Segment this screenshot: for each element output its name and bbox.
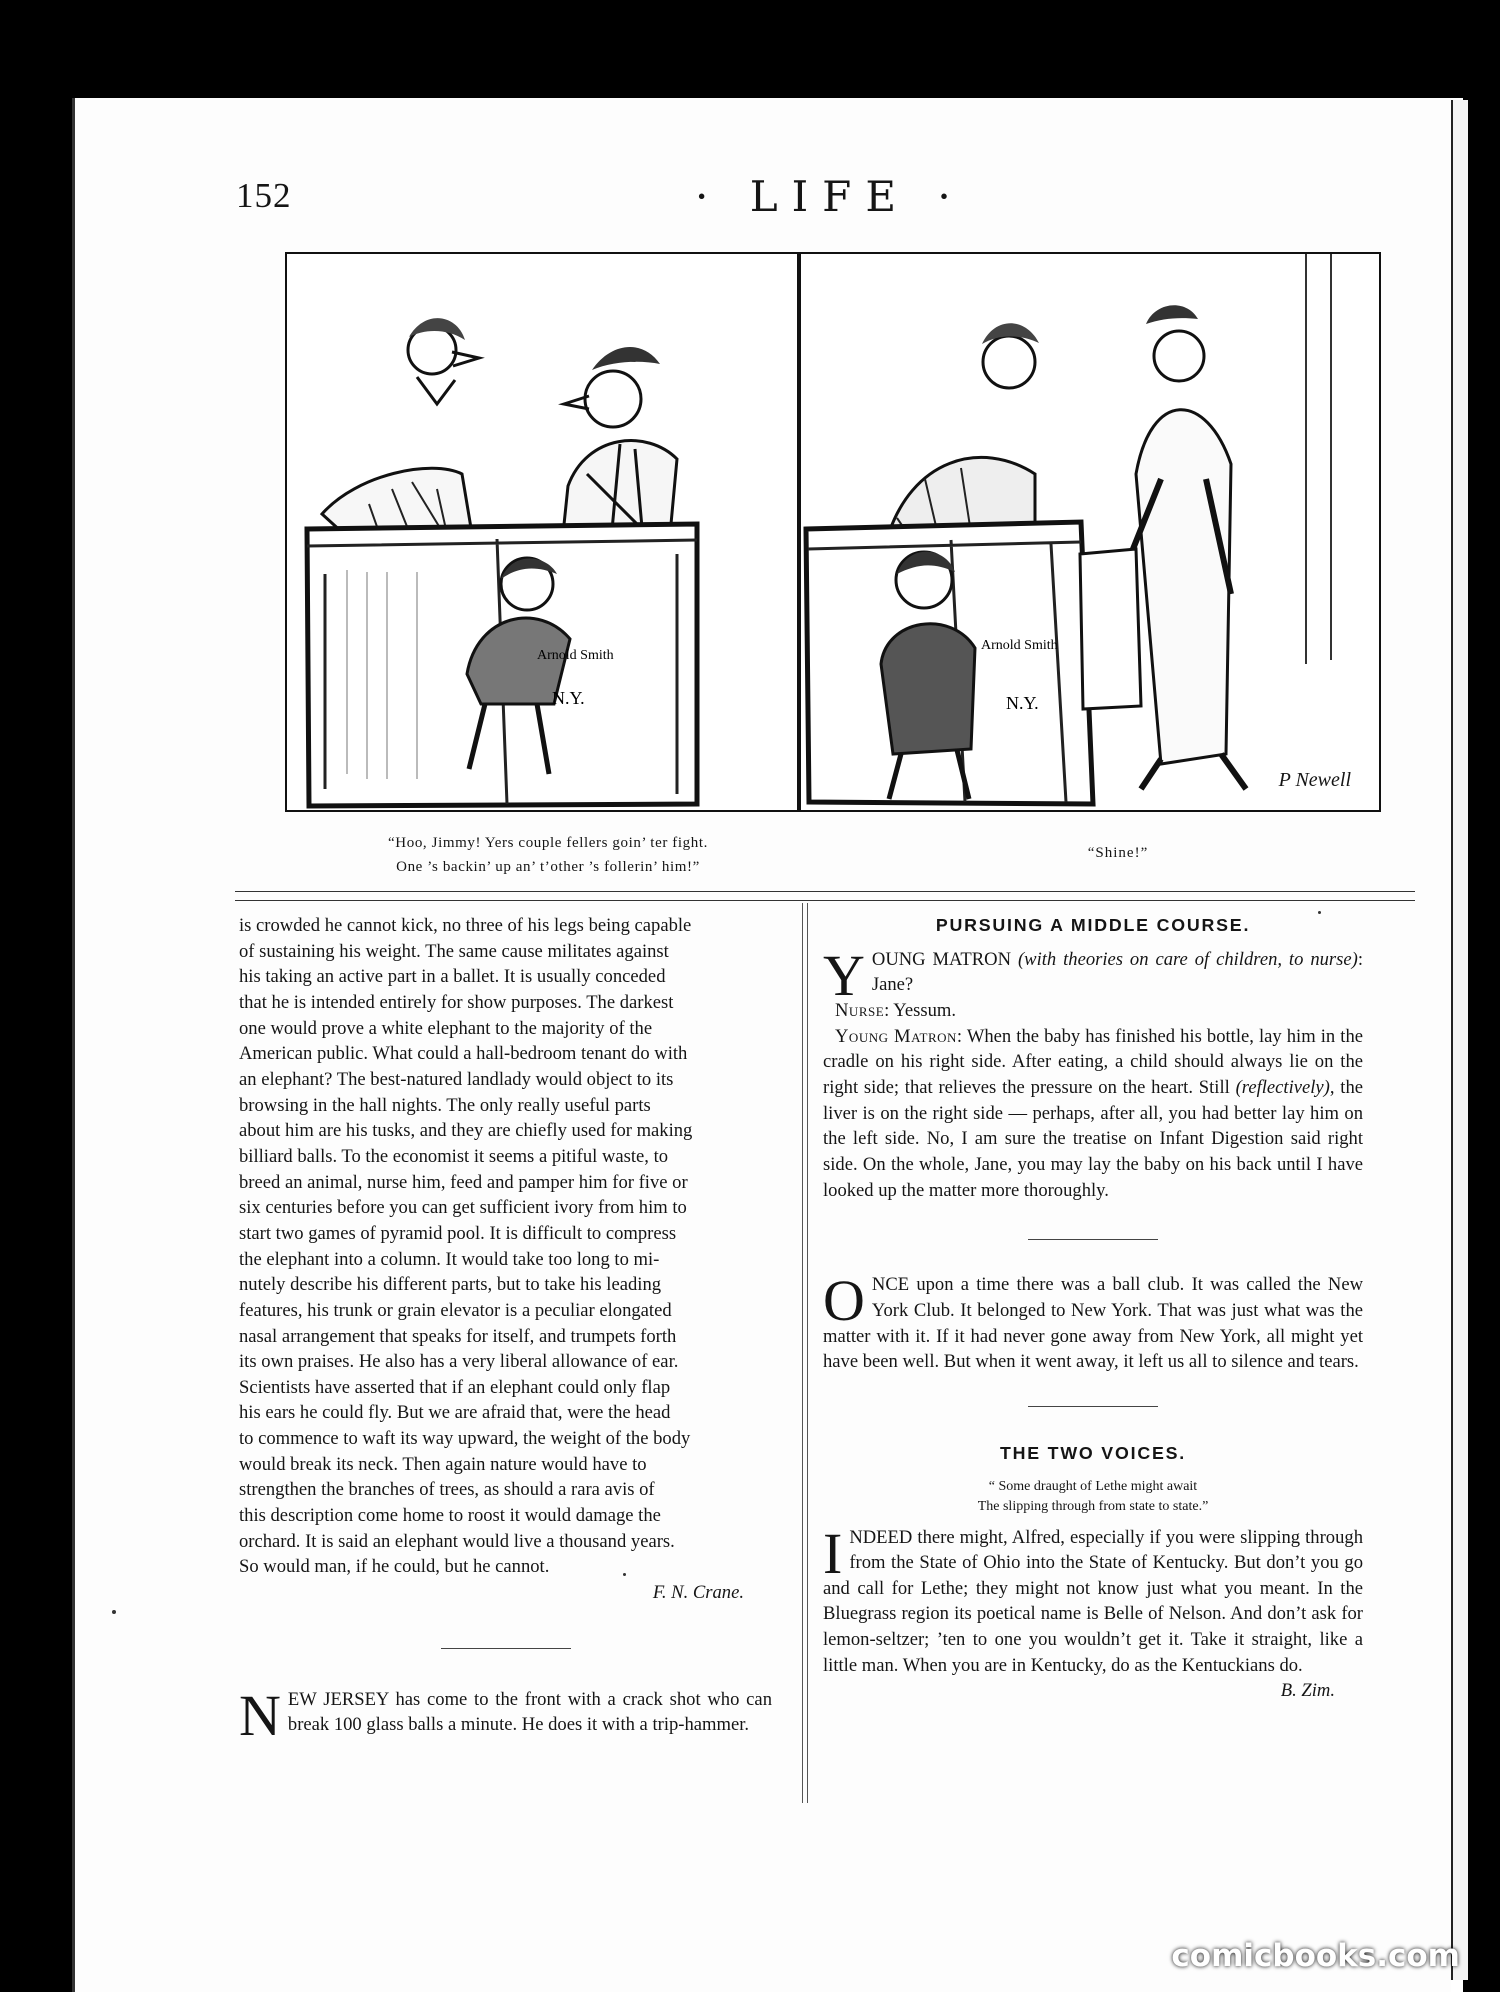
page-number: 152 bbox=[236, 176, 292, 215]
new-jersey-dropcap: N bbox=[239, 1682, 281, 1748]
elephant-line-22: would break its neck. Then again nature would have to bbox=[239, 1453, 647, 1475]
middle-course-opening bbox=[823, 942, 1364, 1008]
young-matron-first-line: : Jane? bbox=[871, 948, 1364, 996]
two-voices-author: B. Zim. bbox=[1280, 1680, 1335, 1702]
elephant-line-24: this description come home to roost it would damage the bbox=[239, 1505, 661, 1527]
young-matron-speech bbox=[823, 1024, 1363, 1204]
right-cartoon-caption: “Shine!” bbox=[1087, 845, 1149, 861]
elephant-line-18: its own praises. He also has a very liberal allowance of ear. bbox=[239, 1351, 679, 1373]
two-panel-cartoon bbox=[285, 252, 1381, 812]
right-column bbox=[823, 913, 1363, 1704]
caption-separator-rule bbox=[235, 891, 1415, 901]
left-cartoon-caption bbox=[288, 831, 808, 879]
young-matron-direction: (with theories on care of children, to nurse) bbox=[1017, 948, 1358, 970]
two-voices-epigraph bbox=[823, 1477, 1363, 1517]
cartoon-panel-fight bbox=[287, 254, 801, 810]
elephant-line-08: browsing in the hall nights. The only really useful parts bbox=[239, 1094, 651, 1116]
cartoon-panel-shine bbox=[801, 254, 1379, 810]
left-caption-line-1: “Hoo, Jimmy! Yers couple fellers goin’ ter fight. bbox=[388, 835, 708, 851]
middle-course-heading: PURSUING A MIDDLE COURSE. bbox=[935, 915, 1251, 935]
two-voices-text: NDEED there might, Alfred, especially if you were slipping through from the State of Ohio into the State of Kentucky. But don’t you go and call for Lethe; they might not know just what you meant. In the Bluegrass region its poetical name is Belle of Nelson. And don’t ask for lemon-seltzer; ’ten to one you wouldn’t get it. Take it straight, like a little man. When you are in Kentucky, do as the Kentuckians do. bbox=[823, 1526, 1363, 1676]
elephant-line-07: an elephant? The best-natured landlady would object to its bbox=[239, 1068, 674, 1090]
scan-speck bbox=[1318, 911, 1321, 914]
scan-speck bbox=[112, 1610, 116, 1614]
ball-club-paragraph bbox=[823, 1268, 1363, 1375]
elephant-line-06: American public. What could a hall-bedroom tenant do with bbox=[239, 1043, 688, 1065]
svg-text:Arnold Smith: Arnold Smith bbox=[981, 638, 1058, 653]
epigraph-line-2: The slipping through from state to state.” bbox=[977, 1498, 1209, 1514]
svg-text:N.Y.: N.Y. bbox=[552, 688, 585, 708]
elephant-line-25: orchard. It is said an elephant would live a thousand years. bbox=[239, 1530, 675, 1552]
scan-right-border bbox=[1463, 0, 1500, 1992]
two-voices-paragraph bbox=[823, 1520, 1363, 1702]
right-separator-one bbox=[1028, 1239, 1158, 1240]
elephant-line-03: his taking an active part in a ballet. It is usually conceded bbox=[239, 966, 666, 988]
artist-signature: P Newell bbox=[1278, 769, 1351, 791]
young-matron-speaker: Young Matron bbox=[835, 1025, 957, 1047]
elephant-line-15: nutely describe his different parts, but to take his leading bbox=[239, 1274, 662, 1296]
elephant-line-14: the elephant into a column. It would take too long to mi- bbox=[239, 1248, 660, 1270]
svg-text:Arnold Smith: Arnold Smith bbox=[537, 648, 614, 663]
scan-left-border bbox=[0, 0, 72, 1992]
elephant-line-26: So would man, if he could, but he cannot. bbox=[239, 1556, 550, 1578]
new-jersey-text: EW JERSEY has come to the front with a crack shot who can break 100 glass balls a minute. He does it with a trip-hammer. bbox=[287, 1688, 772, 1736]
young-matron-speech-ending: , the liver is on the right side — perhaps, after all, you had better lay him on the left side. No, I am sure the treatise on Infant Digestion said right side. On the whole, Jane, you may lay the baby on his back until I have looked up the matter more thoroughly. bbox=[823, 1076, 1364, 1201]
elephant-line-09: about him are his tusks, and they are chiefly used for making bbox=[239, 1120, 693, 1142]
nurse-reply: : Yessum. bbox=[884, 999, 956, 1021]
elephant-line-02: of sustaining his weight. The same cause militates against bbox=[239, 940, 669, 962]
magazine-title: · LIFE · bbox=[695, 172, 965, 221]
young-matron-speech-text: : When the baby has finished his bottle, lay him in the cradle on his right side. After eating, a child should always lie on the right side; that relieves the pressure on the heart. Still bbox=[823, 1025, 1363, 1098]
fight-cartoon-drawing bbox=[287, 254, 797, 810]
new-jersey-paragraph bbox=[239, 1682, 772, 1748]
ball-club-text: NCE upon a time there was a ball club. It was called the New York Club. It belonged to New York. That was just what was the matter with it. If it had never gone away from New York, all might yet have been well. But when it went away, it left us all to silence and tears. bbox=[823, 1274, 1363, 1373]
svg-text:N.Y.: N.Y. bbox=[1006, 693, 1039, 713]
elephant-line-10: billiard balls. To the economist it seems a pitiful waste, to bbox=[239, 1145, 669, 1167]
elephant-line-23: strengthen the branches of trees, as should a rara avis of bbox=[239, 1479, 655, 1501]
two-voices-dropcap: I bbox=[823, 1520, 843, 1586]
young-matron-reflective-direction: (reflectively) bbox=[1235, 1076, 1330, 1098]
epigraph-line-1: “ Some draught of Lethe might await bbox=[988, 1478, 1198, 1494]
elephant-line-19: Scientists have asserted that if an elephant could only flap bbox=[239, 1376, 671, 1398]
elephant-line-01: is crowded he cannot kick, no three of his legs being capable bbox=[239, 915, 692, 936]
elephant-line-13: start two games of pyramid pool. It is difficult to compress bbox=[239, 1222, 677, 1244]
left-column bbox=[239, 913, 772, 1748]
two-voices-heading: THE TWO VOICES. bbox=[999, 1442, 1187, 1463]
elephant-line-16: features, his trunk or grain elevator is a peculiar elongated bbox=[239, 1299, 672, 1321]
magazine-page bbox=[72, 98, 1451, 1992]
column-divider bbox=[802, 903, 808, 1803]
left-article-separator bbox=[441, 1648, 571, 1649]
left-caption-line-2: One ’s backin’ up an’ t’other ’s follerin’ him!” bbox=[396, 859, 700, 875]
elephant-line-20: his ears he could fly. But we are afraid that, were the head bbox=[239, 1402, 671, 1424]
middle-course-dropcap: Y bbox=[823, 942, 865, 1008]
elephant-line-11: breed an animal, nurse him, feed and pamper him for five or bbox=[239, 1171, 688, 1193]
adjacent-page-edge bbox=[1448, 100, 1468, 1980]
scan-speck bbox=[623, 1573, 626, 1576]
elephant-line-17: nasal arrangement that speaks for itself, and trumpets forth bbox=[239, 1325, 677, 1347]
nurse-label: Nurse bbox=[835, 999, 885, 1021]
young-matron-label: OUNG MATRON bbox=[871, 948, 1012, 970]
elephant-line-12: six centuries before you can get sufficient ivory from him to bbox=[239, 1197, 687, 1219]
nurse-reply-paragraph bbox=[823, 998, 1363, 1024]
elephant-line-04: that he is intended entirely for show purposes. The darkest bbox=[239, 991, 674, 1013]
comicbooks-watermark: comicbooks.com bbox=[1171, 1938, 1460, 1974]
elephant-author: F. N. Crane. bbox=[652, 1582, 744, 1604]
scan-top-border bbox=[0, 0, 1500, 98]
ball-club-dropcap: O bbox=[823, 1268, 865, 1334]
shine-cartoon-drawing bbox=[801, 254, 1379, 810]
elephant-line-05: one would prove a white elephant to the majority of the bbox=[239, 1017, 653, 1039]
elephant-line-21: to commence to waft its way upward, the weight of the body bbox=[239, 1428, 691, 1450]
right-separator-two bbox=[1028, 1406, 1158, 1407]
